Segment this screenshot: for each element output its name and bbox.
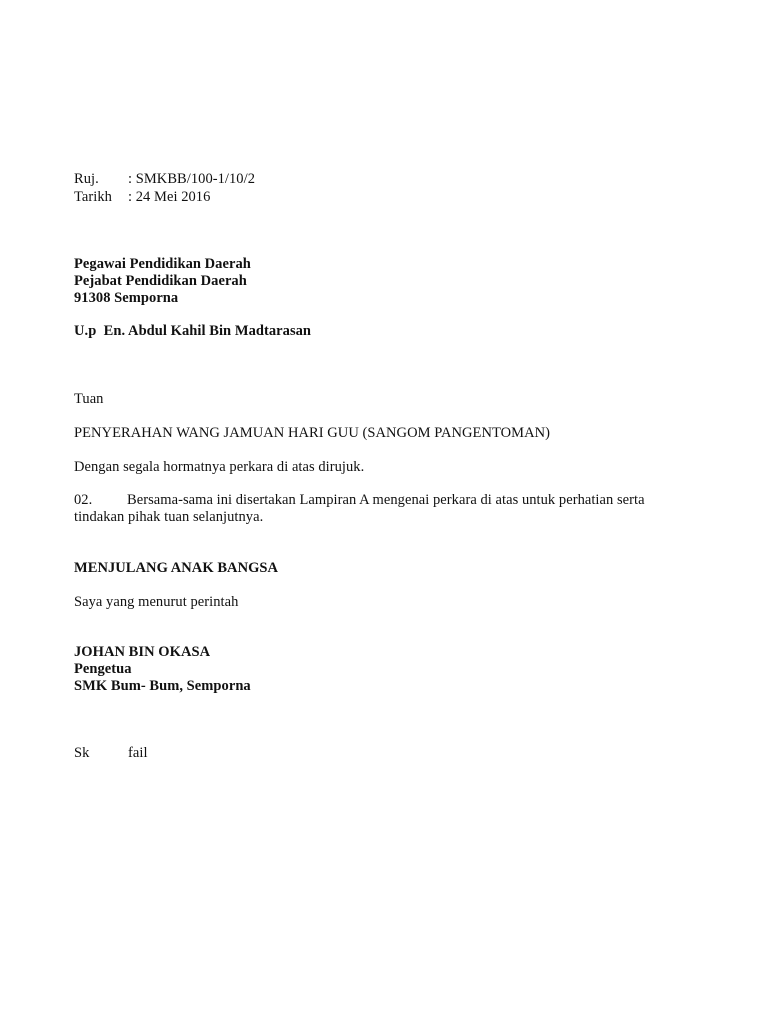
- ruj-value: : SMKBB/100-1/10/2: [128, 171, 255, 187]
- paragraph-line-1: Bersama-sama ini disertakan Lampiran A mengenai perkara di atas untuk perhatian serta: [127, 492, 645, 508]
- subject-heading: PENYERAHAN WANG JAMUAN HARI GUU (SANGOM PANGENTOMAN): [74, 425, 551, 441]
- tarikh-value: : 24 Mei 2016: [128, 189, 211, 205]
- signatory-school: SMK Bum- Bum, Semporna: [74, 678, 251, 694]
- recipient-line-2: Pejabat Pendidikan Daerah: [74, 273, 247, 289]
- closing-line: Saya yang menurut perintah: [74, 594, 239, 610]
- attention-line: U.p En. Abdul Kahil Bin Madtarasan: [74, 323, 312, 339]
- recipient-line-3: 91308 Semporna: [74, 290, 179, 306]
- motto: MENJULANG ANAK BANGSA: [74, 560, 279, 576]
- signatory-title: Pengetua: [74, 661, 132, 677]
- tarikh-label: Tarikh: [74, 189, 112, 205]
- paragraph-number: 02.: [74, 492, 93, 508]
- cc-value: fail: [128, 745, 148, 761]
- salutation: Tuan: [74, 391, 104, 407]
- signatory-name: JOHAN BIN OKASA: [74, 644, 211, 660]
- paragraph-line-2: tindakan pihak tuan selanjutnya.: [74, 509, 264, 525]
- cc-label: Sk: [74, 745, 90, 761]
- ruj-label: Ruj.: [74, 171, 99, 187]
- opening-sentence: Dengan segala hormatnya perkara di atas dirujuk.: [74, 459, 365, 475]
- recipient-line-1: Pegawai Pendidikan Daerah: [74, 256, 251, 272]
